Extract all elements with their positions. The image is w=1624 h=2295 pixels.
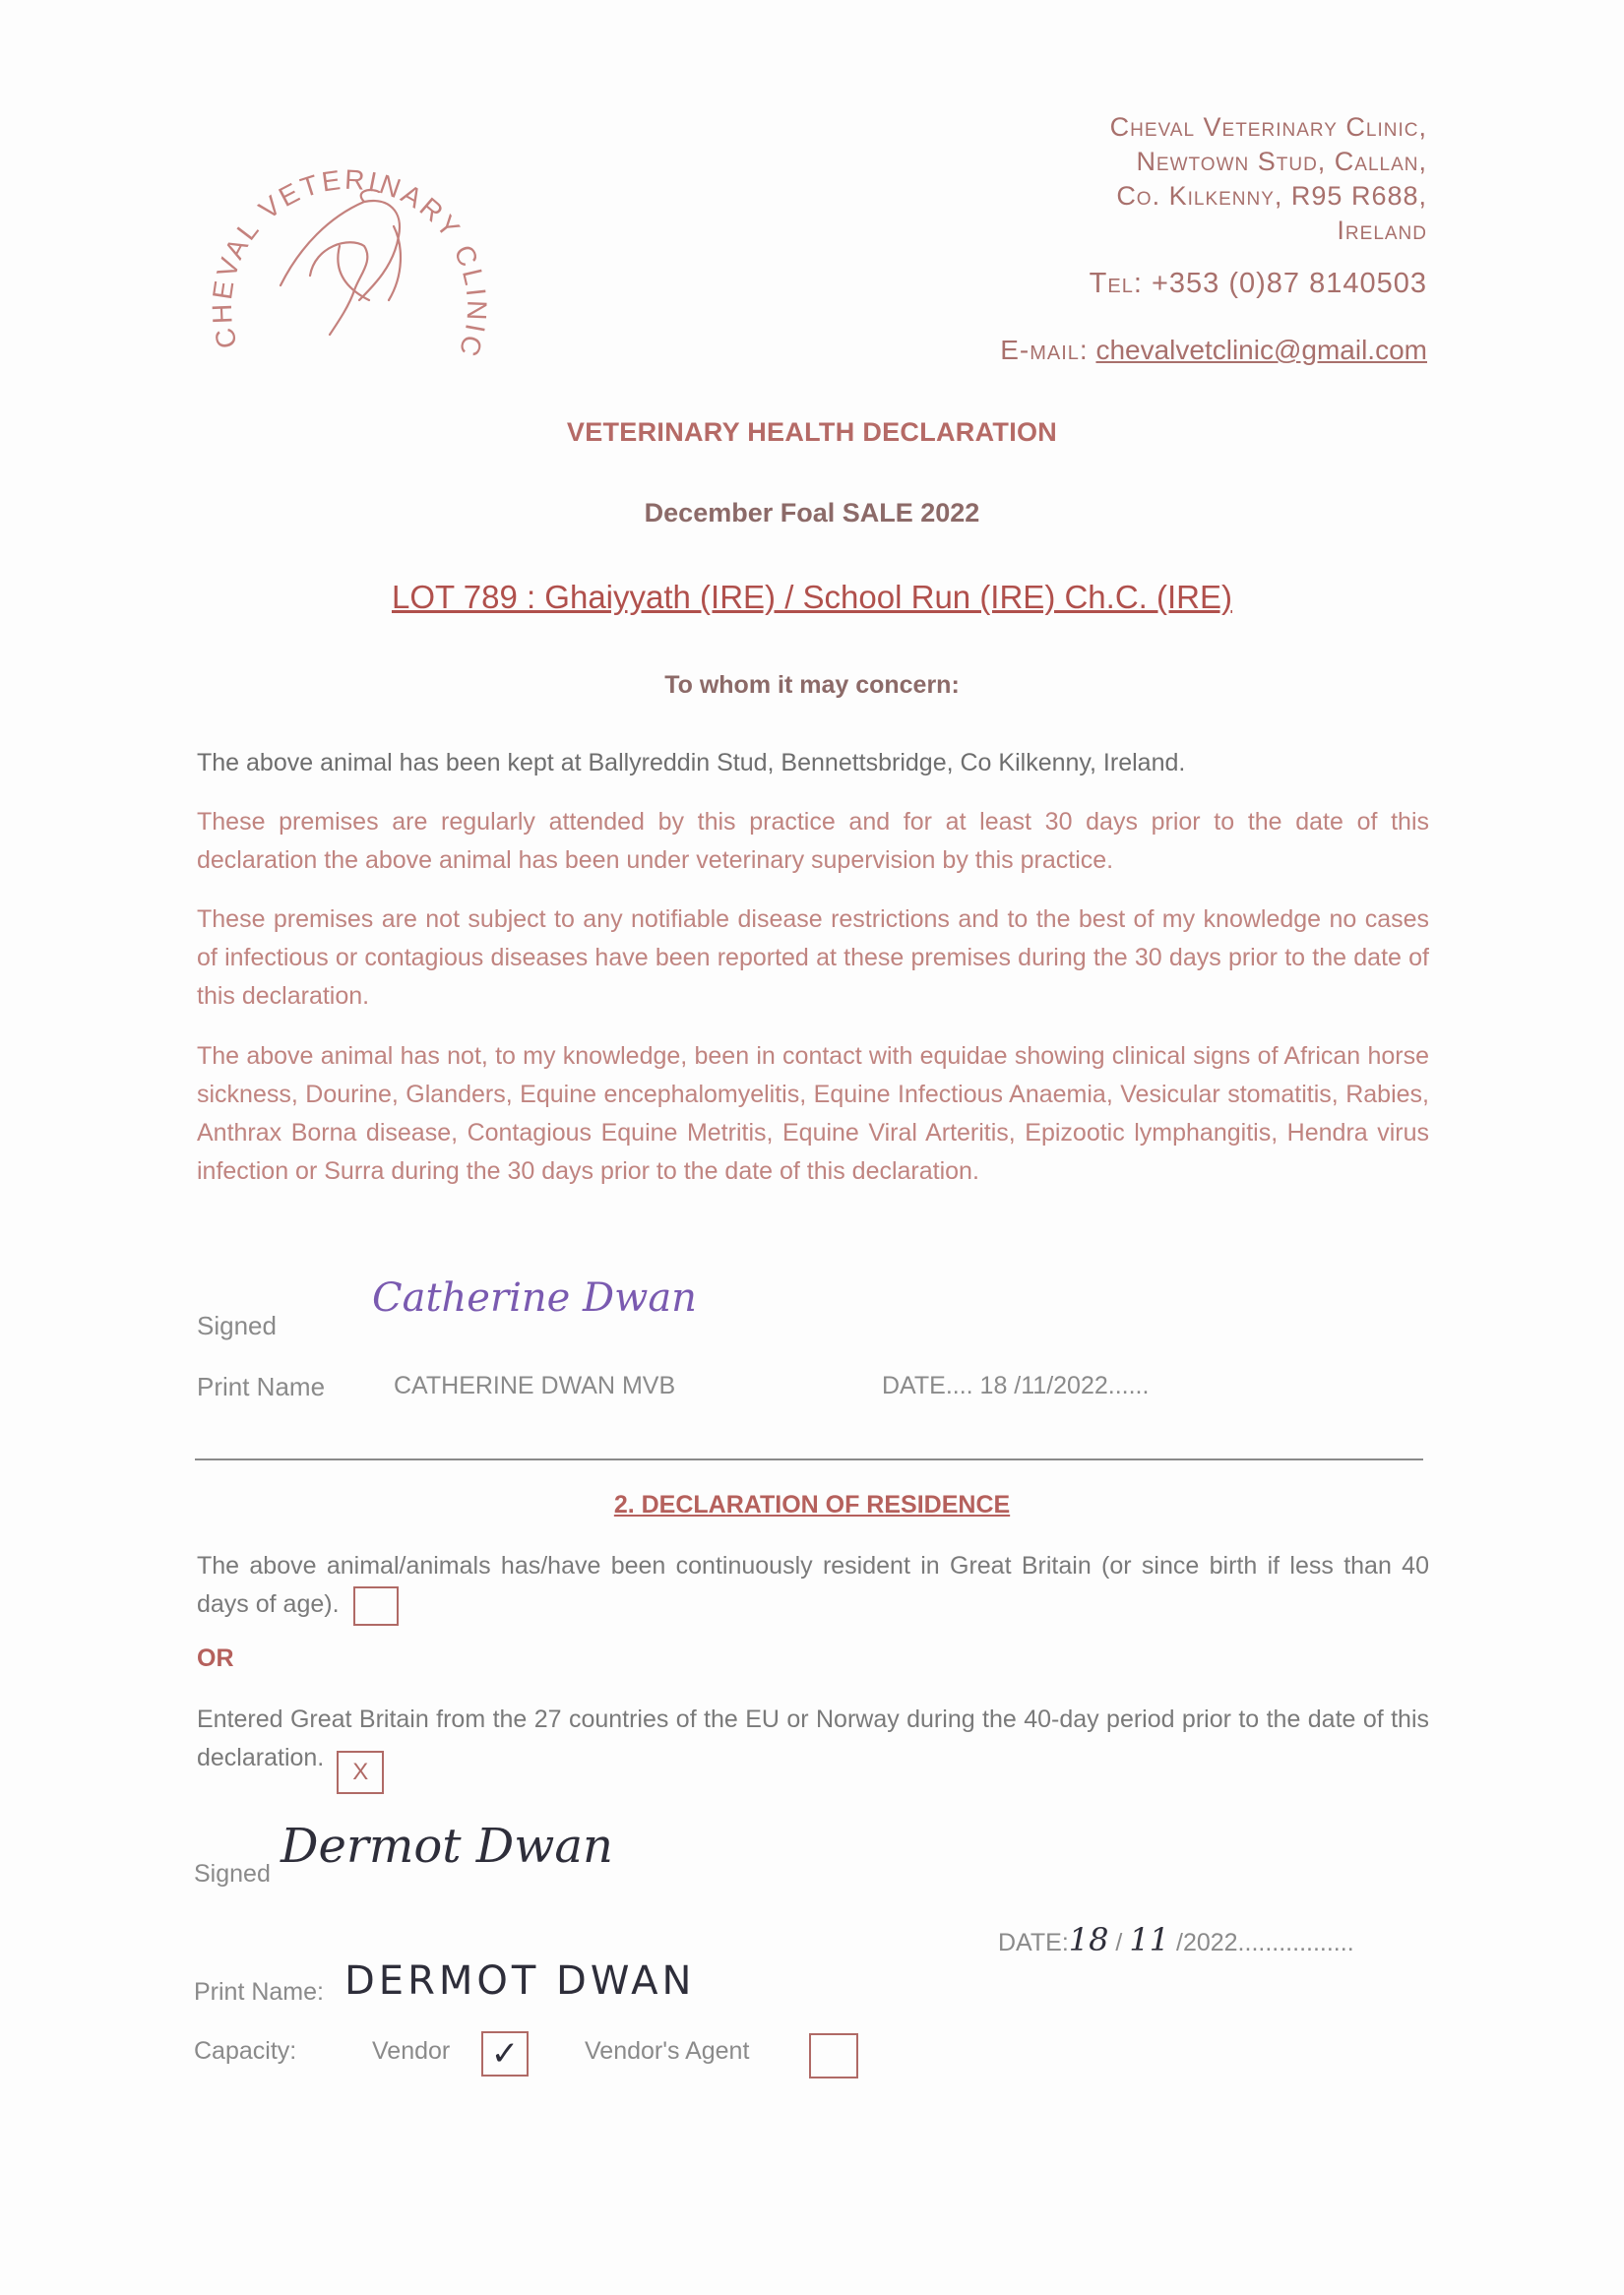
paragraph-diseases: The above animal has not, to my knowledge, been in contact with equidae showing clinical signs of African horse sickness, Dourine, Glanders, Equine encephalomyelitis, Equine Infectious Anaemia, Vesicular stomatitis, Rabies, Anthrax Borna disease, Contagious Equine Metritis, Equine Viral Arteritis, Epizootic lymphangitis, Hendra virus infection or Surra during the 30 days prior to the date of this declaration.	[197, 1042, 1429, 1185]
address-line: Co. Kilkenny, R95 R688,	[1116, 181, 1427, 211]
clinic-email	[1000, 335, 1427, 366]
owner-date: DATE:18 / 11 /2022.................	[998, 1921, 1354, 1958]
paragraph-supervision: These premises are regularly attended by this practice and for at least 30 days prior to the date of this declaration the above animal has been under veterinary supervision by this practice.	[197, 808, 1429, 874]
owner-date-day: 18	[1068, 1921, 1109, 1958]
paragraph-restrictions: These premises are not subject to any notifiable disease restrictions and to the best of my knowledge no cases of infectious or contagious diseases have been reported at these premises during the 30 days prior to the date of this declaration.	[197, 905, 1429, 1010]
capacity-label: Capacity:	[194, 2037, 297, 2065]
owner-date-month: 11	[1129, 1921, 1170, 1958]
clinic-phone	[1090, 268, 1427, 300]
vet-signed-label: Signed	[197, 1311, 277, 1340]
lot-title: LOT 789 : Ghaiyyath (IRE) / School Run (IRE) Ch.C. (IRE)	[391, 579, 1232, 615]
owner-print-name: DERMOT DWAN	[344, 1958, 696, 2004]
clinic-address	[1110, 110, 1427, 248]
vet-print-name: CATHERINE DWAN MVB	[394, 1372, 676, 1399]
residence-option-2-text: Entered Great Britain from the 27 countries of the EU or Norway during the 40-day period prior to the date of this declaration.	[197, 1706, 1429, 1771]
address-line: Ireland	[1337, 216, 1427, 245]
residence-option-1	[197, 1547, 1429, 1626]
address-line: Cheval Veterinary Clinic,	[1109, 112, 1427, 142]
owner-date-label: DATE:	[998, 1929, 1069, 1956]
residence-option-1-checkbox[interactable]	[353, 1586, 399, 1626]
residence-option-2	[197, 1701, 1429, 1794]
email-label: E-mail:	[1000, 335, 1089, 365]
divider	[195, 1458, 1423, 1460]
address-line: Newtown Stud, Callan,	[1136, 147, 1427, 176]
svg-text:CHEVAL VETERINARY CLINIC: CHEVAL VETERINARY CLINIC	[206, 163, 493, 363]
sale-title: December Foal SALE 2022	[644, 498, 980, 527]
vet-print-name-label: Print Name	[197, 1372, 326, 1401]
owner-signed-label: Signed	[194, 1860, 271, 1888]
residence-title: 2. DECLARATION OF RESIDENCE	[613, 1491, 1011, 1519]
owner-print-name-label: Print Name:	[194, 1978, 324, 2006]
residence-option-2-checkbox[interactable]: X	[337, 1751, 384, 1794]
owner-signature: Dermot Dwan	[281, 1819, 613, 1874]
clinic-logo	[192, 128, 507, 364]
salutation: To whom it may concern:	[664, 671, 960, 699]
vendor-checkbox[interactable]: ✓	[481, 2031, 529, 2077]
residence-option-1-text: The above animal/animals has/have been continuously resident in Great Britain (or since birth if less than 40 days of age).	[197, 1552, 1429, 1618]
vendor-agent-label: Vendor's Agent	[585, 2037, 750, 2065]
tel-value: +353 (0)87 8140503	[1151, 268, 1427, 299]
email-link[interactable]: chevalvetclinic@gmail.com	[1095, 335, 1427, 365]
vet-date: DATE.... 18 /11/2022......	[882, 1372, 1150, 1399]
vendor-agent-checkbox[interactable]	[809, 2033, 858, 2078]
document-title: VETERINARY HEALTH DECLARATION	[566, 417, 1058, 447]
paragraph-premises: The above animal has been kept at Ballyreddin Stud, Bennettsbridge, Co Kilkenny, Ireland.	[197, 749, 1186, 776]
vet-signature: Catherine Dwan	[372, 1275, 697, 1321]
horse-logo-icon	[192, 128, 507, 364]
or-label: OR	[197, 1644, 234, 1672]
owner-date-rest: /2022.................	[1176, 1929, 1354, 1956]
vendor-label: Vendor	[372, 2037, 451, 2065]
tel-label: Tel:	[1089, 268, 1143, 299]
